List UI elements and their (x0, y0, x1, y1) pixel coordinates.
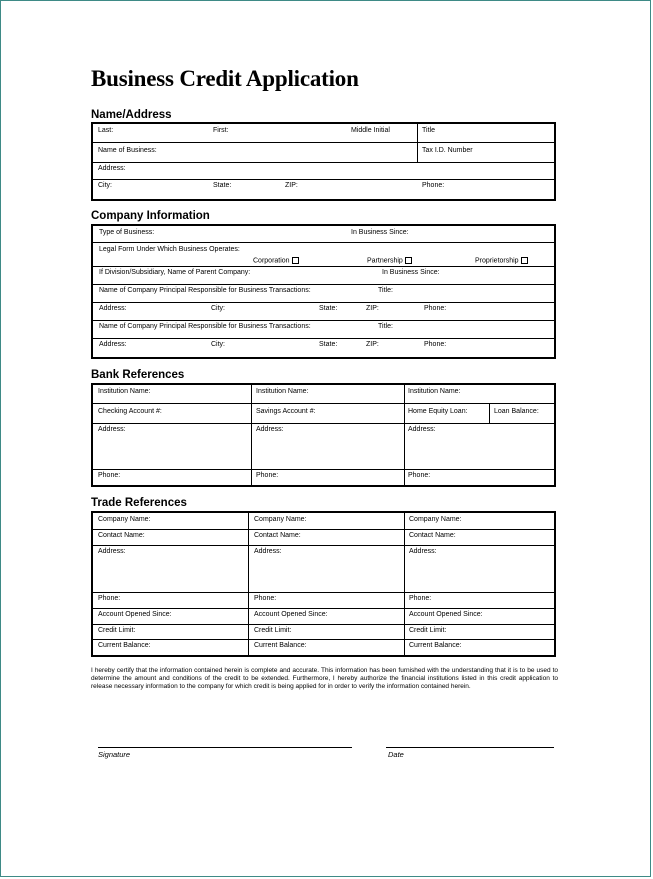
partnership-checkbox[interactable] (405, 257, 412, 264)
principal-2-zip-field[interactable]: ZIP: (366, 341, 379, 348)
trade-2-phone-field[interactable]: Phone: (254, 595, 277, 602)
bank-3-address-field[interactable]: Address: (408, 426, 436, 433)
corporation-checkbox[interactable] (292, 257, 299, 264)
address-field[interactable]: Address: (98, 165, 126, 172)
section-heading-trade-references: Trade References (91, 497, 187, 509)
trade-2-contact-field[interactable]: Contact Name: (254, 532, 301, 539)
bank-2-phone-field[interactable]: Phone: (256, 472, 279, 479)
bank-1-institution-field[interactable]: Institution Name: (98, 388, 151, 395)
bank-2-institution-field[interactable]: Institution Name: (256, 388, 309, 395)
principal-1-address-field[interactable]: Address: (99, 305, 127, 312)
proprietorship-option[interactable]: Proprietorship (475, 257, 528, 265)
bank-references-table (91, 383, 556, 487)
division-in-business-since-field[interactable]: In Business Since: (382, 269, 440, 276)
principal-2-city-field[interactable]: City: (211, 341, 225, 348)
trade-1-contact-field[interactable]: Contact Name: (98, 532, 145, 539)
bank-3-phone-field[interactable]: Phone: (408, 472, 431, 479)
trade-references-table (91, 511, 556, 657)
parent-company-field[interactable]: If Division/Subsidiary, Name of Parent Company: (99, 269, 251, 276)
signature-label: Signature (98, 750, 131, 759)
bank-3-institution-field[interactable]: Institution Name: (408, 388, 461, 395)
trade-3-phone-field[interactable]: Phone: (409, 595, 432, 602)
bank-1-phone-field[interactable]: Phone: (98, 472, 121, 479)
principal-2-phone-field[interactable]: Phone: (424, 341, 447, 348)
tax-id-field[interactable]: Tax I.D. Number (422, 147, 473, 154)
trade-3-company-field[interactable]: Company Name: (409, 516, 462, 523)
type-of-business-field[interactable]: Type of Business: (99, 229, 155, 236)
bank-1-address-field[interactable]: Address: (98, 426, 126, 433)
name-address-table (91, 122, 556, 201)
home-equity-loan-field[interactable]: Home Equity Loan: (408, 408, 468, 415)
legal-form-label: Legal Form Under Which Business Operates: (99, 246, 240, 253)
trade-2-company-field[interactable]: Company Name: (254, 516, 307, 523)
city-field[interactable]: City: (98, 182, 112, 189)
trade-1-credit-limit-field[interactable]: Credit Limit: (98, 627, 136, 634)
section-heading-company-information: Company Information (91, 210, 210, 222)
trade-1-account-opened-field[interactable]: Account Opened Since: (98, 611, 172, 618)
zip-field[interactable]: ZIP: (285, 182, 298, 189)
bank-2-address-field[interactable]: Address: (256, 426, 284, 433)
date-line[interactable] (386, 747, 554, 748)
trade-3-address-field[interactable]: Address: (409, 548, 437, 555)
trade-3-credit-limit-field[interactable]: Credit Limit: (409, 627, 447, 634)
trade-2-current-balance-field[interactable]: Current Balance: (254, 642, 307, 649)
corporation-option[interactable]: Corporation (253, 257, 299, 265)
trade-3-account-opened-field[interactable]: Account Opened Since: (409, 611, 483, 618)
principal-1-name-field[interactable]: Name of Company Principal Responsible for Business Transactions: (99, 287, 311, 294)
trade-2-account-opened-field[interactable]: Account Opened Since: (254, 611, 328, 618)
trade-3-contact-field[interactable]: Contact Name: (409, 532, 456, 539)
trade-1-address-field[interactable]: Address: (98, 548, 126, 555)
trade-2-credit-limit-field[interactable]: Credit Limit: (254, 627, 292, 634)
partnership-option[interactable]: Partnership (367, 257, 412, 265)
certification-text: I hereby certify that the information contained herein is complete and accurate. This information has been furnished with the understanding that it is to be used to determine the amount and conditions of the credit to be extended. Furthermore, I hereby authorize the financial institutions listed in this credit application to release necessary information to the company for which credit is being applied for in order to verify the information contained herein. (91, 667, 558, 690)
proprietorship-checkbox[interactable] (521, 257, 528, 264)
principal-1-phone-field[interactable]: Phone: (424, 305, 447, 312)
trade-1-current-balance-field[interactable]: Current Balance: (98, 642, 151, 649)
checking-account-field[interactable]: Checking Account #: (98, 408, 162, 415)
trade-1-company-field[interactable]: Company Name: (98, 516, 151, 523)
section-heading-name-address: Name/Address (91, 109, 172, 121)
first-name-field[interactable]: First: (213, 127, 229, 134)
principal-2-title-field[interactable]: Title: (378, 323, 393, 330)
company-information-table (91, 224, 556, 359)
phone-field[interactable]: Phone: (422, 182, 445, 189)
principal-1-state-field[interactable]: State: (319, 305, 338, 312)
principal-2-state-field[interactable]: State: (319, 341, 338, 348)
section-heading-bank-references: Bank References (91, 369, 185, 381)
principal-1-city-field[interactable]: City: (211, 305, 225, 312)
middle-initial-field[interactable]: Middle Initial (351, 127, 390, 134)
trade-2-address-field[interactable]: Address: (254, 548, 282, 555)
state-field[interactable]: State: (213, 182, 232, 189)
title-field[interactable]: Title (422, 127, 435, 134)
last-name-field[interactable]: Last: (98, 127, 114, 134)
savings-account-field[interactable]: Savings Account #: (256, 408, 316, 415)
date-label: Date (388, 750, 404, 759)
document-title: Business Credit Application (91, 66, 359, 91)
principal-1-title-field[interactable]: Title: (378, 287, 393, 294)
principal-2-name-field[interactable]: Name of Company Principal Responsible for Business Transactions: (99, 323, 311, 330)
trade-1-phone-field[interactable]: Phone: (98, 595, 121, 602)
loan-balance-field[interactable]: Loan Balance: (494, 408, 539, 415)
business-name-field[interactable]: Name of Business: (98, 147, 157, 154)
principal-1-zip-field[interactable]: ZIP: (366, 305, 379, 312)
signature-line[interactable] (98, 747, 352, 748)
principal-2-address-field[interactable]: Address: (99, 341, 127, 348)
in-business-since-field[interactable]: In Business Since: (351, 229, 409, 236)
trade-3-current-balance-field[interactable]: Current Balance: (409, 642, 462, 649)
